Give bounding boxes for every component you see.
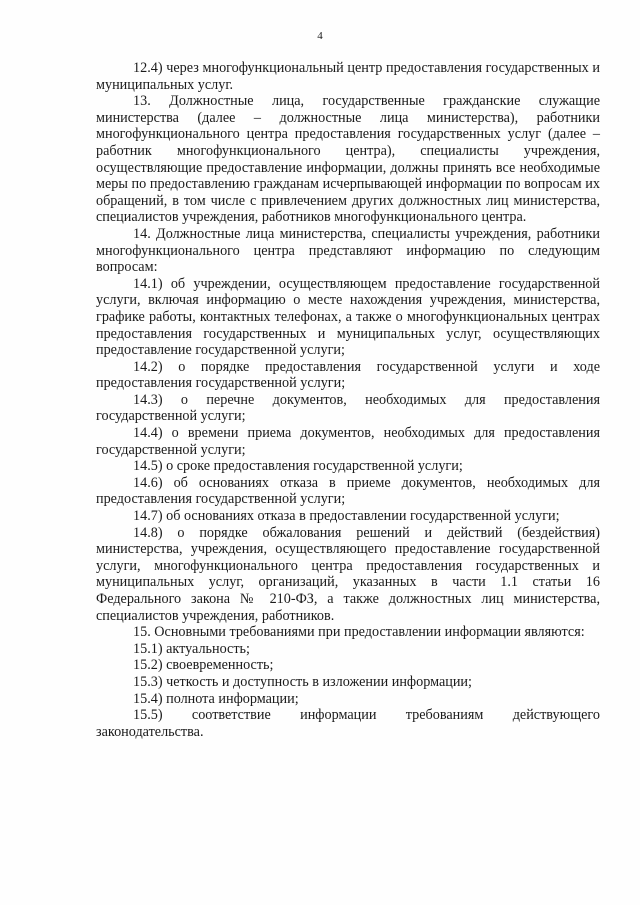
paragraph-14-1: 14.1) об учреждении, осуществляющем предоставление государственной услуги, включая информацию о месте нахождения учреждения, министерства, графике работы, контактных телефонах, а также о многофункциональных центрах предоставления государственных и муниципальных услуг, осуществляющих предоставление государственной услуги; (96, 275, 600, 359)
paragraph-15-1: 15.1) актуальность; (133, 640, 250, 657)
paragraph-15-5: 15.5) соответствие информации требованиям действующего законодательства. (96, 707, 600, 740)
page-number: 4 (317, 30, 323, 42)
paragraph-15-2: 15.2) своевременность; (133, 657, 274, 674)
paragraph-13: 13. Должностные лица, государственные гражданские служащие министерства (далее – должностные лица министерства), работники многофункционального центра предоставления государственных услуг (далее – работник многофункционального центра), специалисты учреждения, осуществляющие предоставление информации, должны принять все необходимые меры по предоставлению гражданам исчерпывающей информации по вопросам их обращений, в том числе с привлечением других должностных лиц министерства, специалистов учреждения, работников многофункционального центра. (96, 93, 600, 226)
paragraph-14-2: 14.2) о порядке предоставления государственной услуги и ходе предоставления государственной услуги; (96, 358, 600, 392)
paragraph-14-3: 14.3) о перечне документов, необходимых для предоставления государственной услуги; (96, 391, 600, 425)
paragraph-15-3: 15.3) четкость и доступность в изложении информации; (133, 673, 472, 690)
paragraph-12-4: 12.4) через многофункциональный центр предоставления государственных и муниципальных услуг. (96, 60, 600, 93)
paragraph-15-4: 15.4) полнота информации; (133, 690, 299, 707)
document-body (96, 60, 600, 740)
paragraph-14-8: 14.8) о порядке обжалования решений и действий (бездействия) министерства, учреждения, осуществляющего предоставление государственной услуги, многофункционального центра предоставления государственных и муниципальных услуг, организаций, указанных в части 1.1 статьи 16 Федерального закона № 210-ФЗ, а также должностных лиц министерства, специалистов учреждения, работников. (96, 524, 600, 624)
paragraph-14: 14. Должностные лица министерства, специалисты учреждения, работники многофункционального центра представляют информацию по следующим вопросам: (96, 225, 600, 276)
paragraph-14-7: 14.7) об основаниях отказа в предоставлении государственной услуги; (133, 508, 560, 525)
paragraph-14-5: 14.5) о сроке предоставления государственной услуги; (133, 458, 463, 475)
paragraph-14-4: 14.4) о времени приема документов, необходимых для предоставления государственной услуги; (96, 425, 600, 458)
paragraph-14-6: 14.6) об основаниях отказа в приеме документов, необходимых для предоставления государственной услуги; (96, 474, 600, 508)
paragraph-15: 15. Основными требованиями при предоставлении информации являются: (133, 624, 585, 641)
